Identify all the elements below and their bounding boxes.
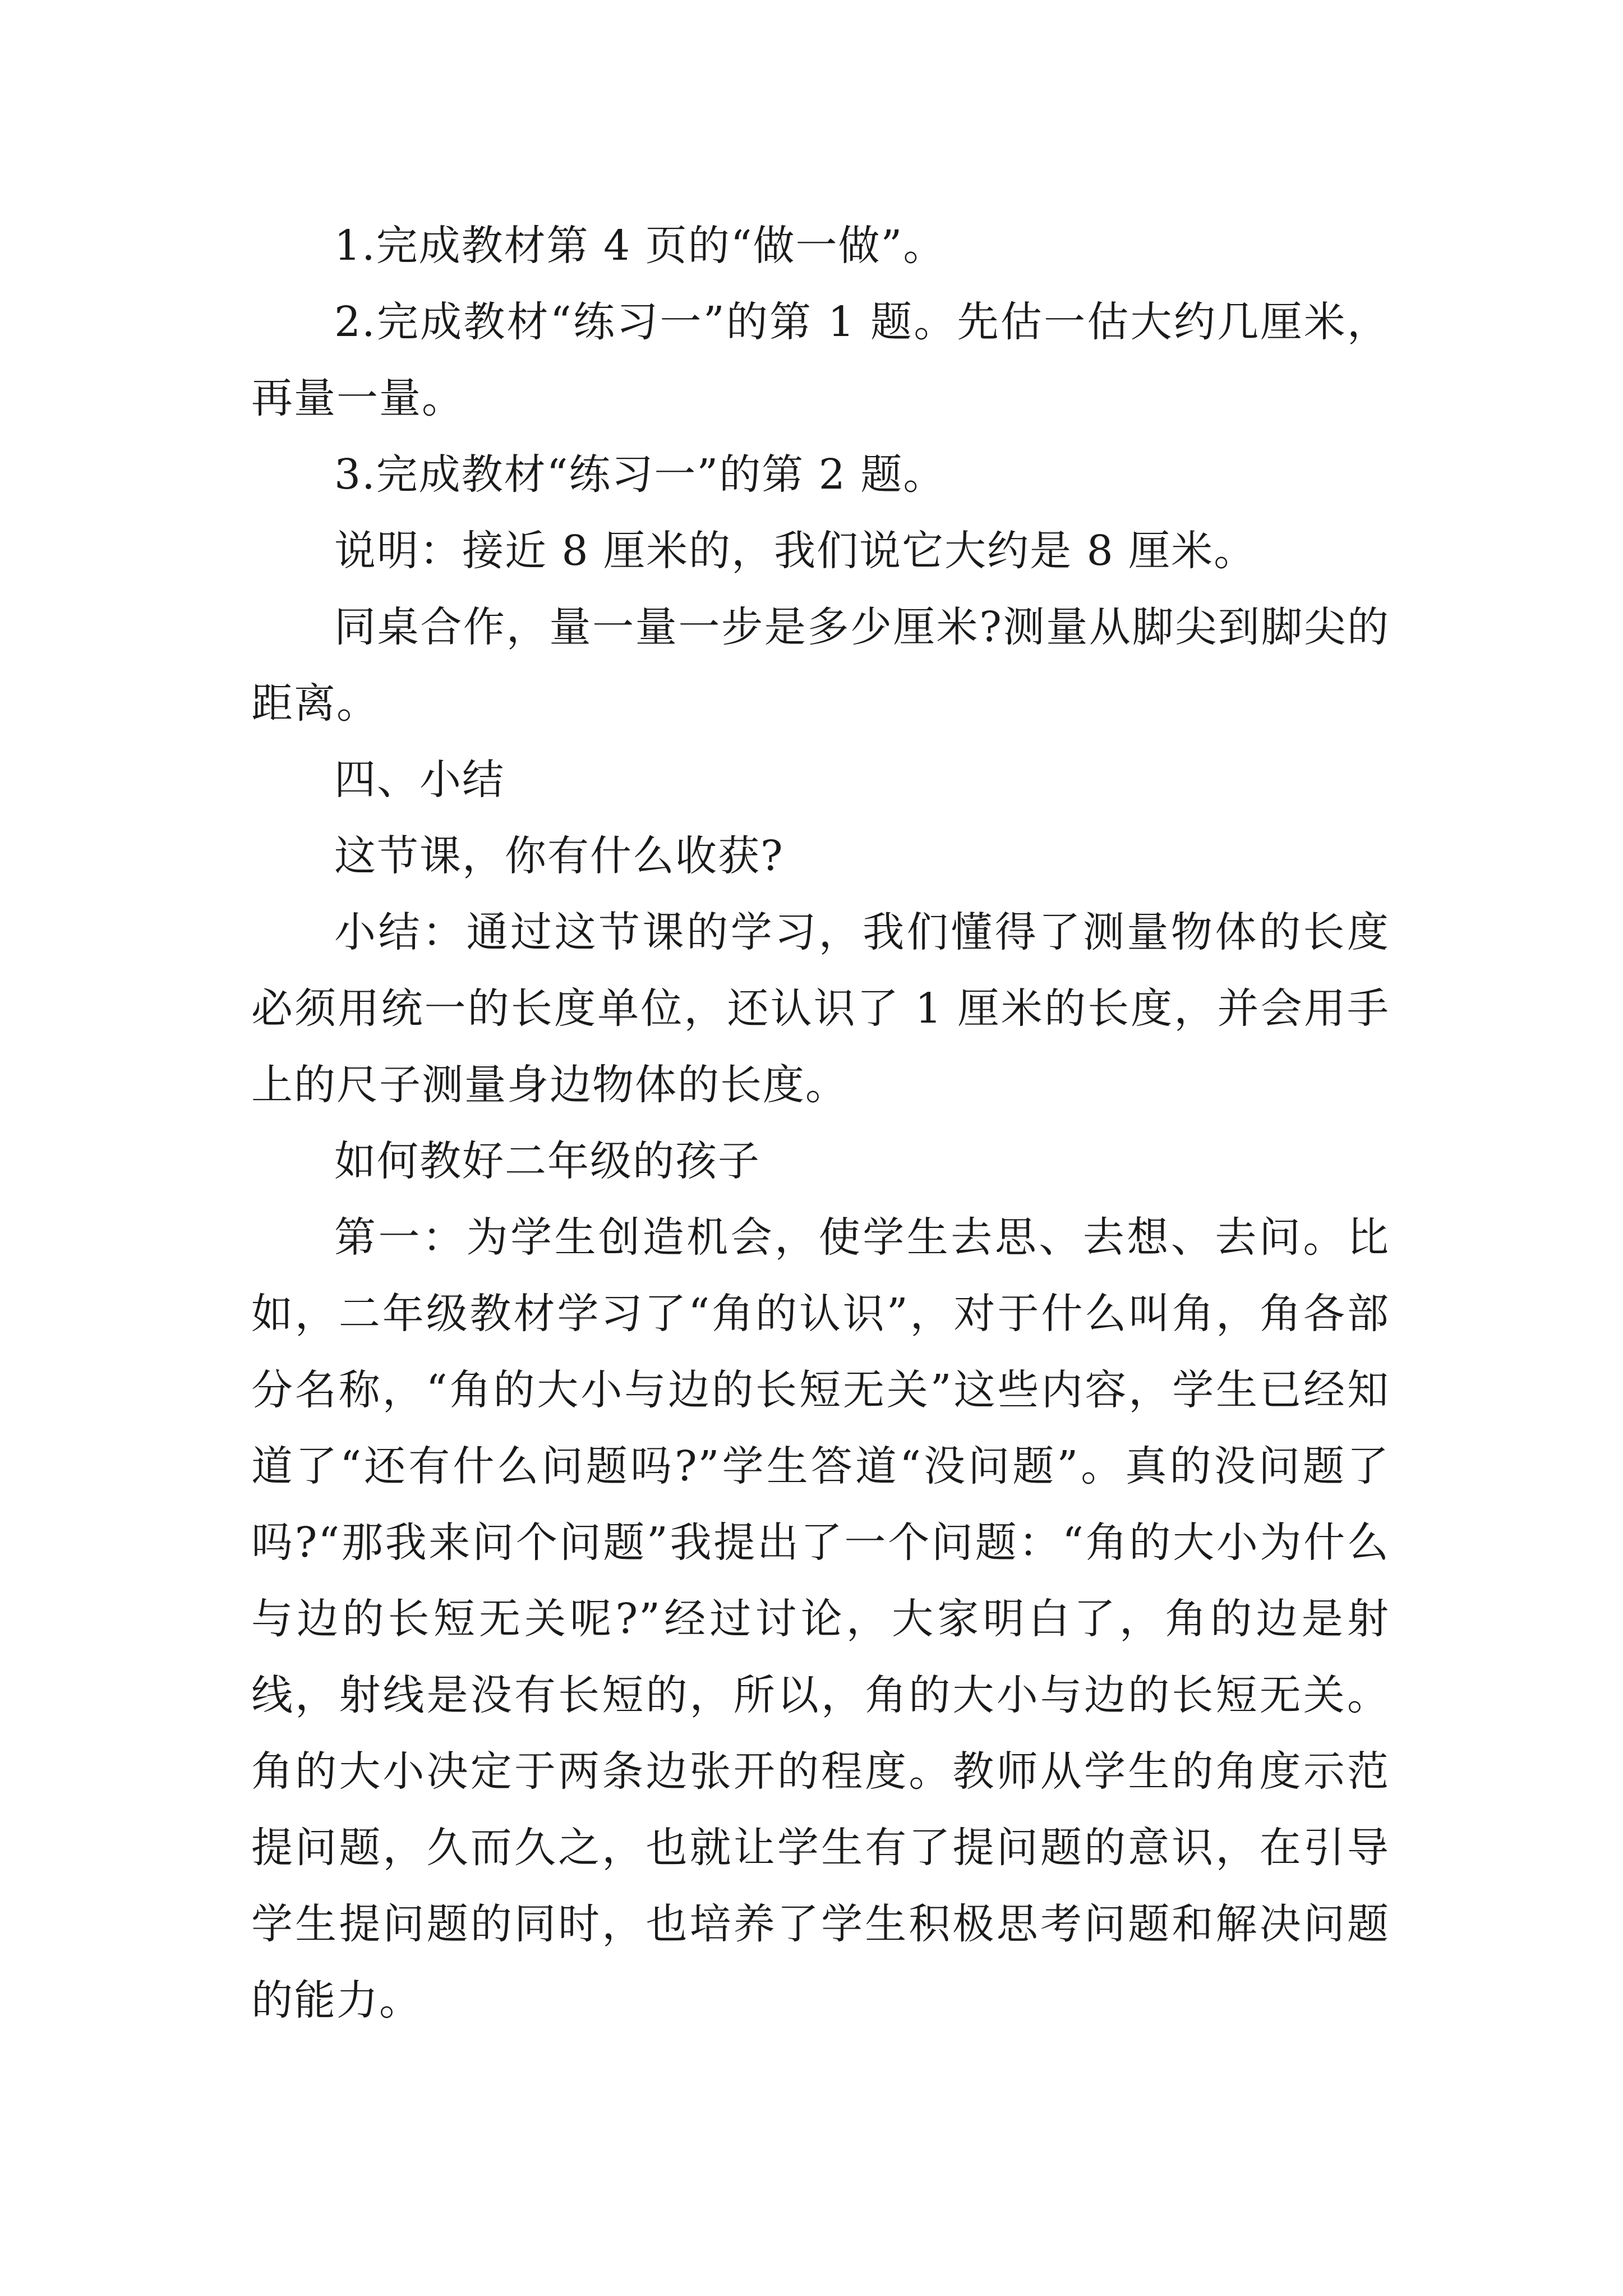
paragraph-summary: 小结：通过这节课的学习，我们懂得了测量物体的长度必须用统一的长度单位，还认识了 1 厘米的长度，并会用手上的尺子测量身边物体的长度。 — [251, 908, 1390, 1109]
paragraph-explanation: 说明：接近 8 厘米的，我们说它大约是 8 厘米。 — [334, 527, 1257, 575]
paragraph-task-3: 3.完成教材“练习一”的第 2 题。 — [334, 450, 946, 499]
section-heading-teaching: 如何教好二年级的孩子 — [334, 1137, 760, 1185]
paragraph-first-point: 第一：为学生创造机会，使学生去思、去想、去问。比如，二年级教材学习了“角的认识”，对于什么叫角，角各部分名称，“角的大小与边的长短无关”这些内容，学生已经知道了“还有什么问题吗?”学生答道“没问题”。真的没问题了吗?“那我来问个问题”我提出了一个问题：“角的大小为什么与边的长短无关呢?”经过讨论，大家明白了，角的边是射线，射线是没有长短的，所以，角的大小与边的长短无关。角的大小决定于两条边张开的程度。教师从学生的角度示范提问题，久而久之，也就让学生有了提问题的意识，在引导学生提问题的同时，也培养了学生积极思考问题和解决问题的能力。 — [251, 1213, 1390, 2024]
paragraph-task-1: 1.完成教材第 4 页的“做一做”。 — [334, 222, 946, 270]
document-body — [251, 208, 1390, 2039]
section-heading-summary: 四、小结 — [334, 756, 505, 804]
paragraph-task-2: 2.完成教材“练习一”的第 1 题。先估一估大约几厘米，再量一量。 — [251, 298, 1390, 422]
paragraph-partner-activity: 同桌合作，量一量一步是多少厘米?测量从脚尖到脚尖的距离。 — [251, 603, 1390, 728]
paragraph-question: 这节课，你有什么收获? — [334, 832, 784, 880]
